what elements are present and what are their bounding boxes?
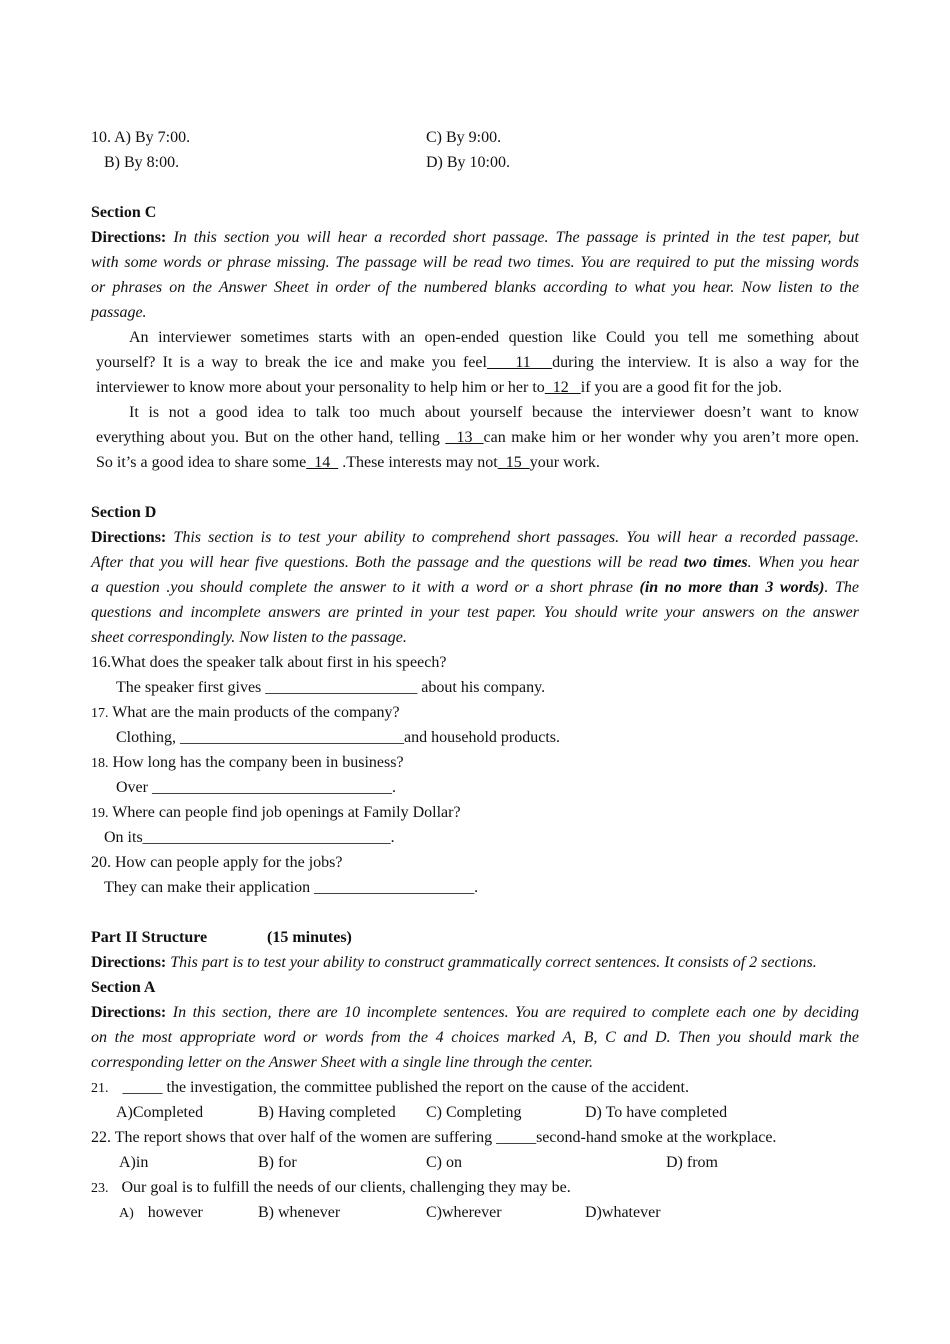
- part2-title: Part II Structure: [91, 929, 208, 946]
- part2-section-a-directions-line2: on the most appropriate word or words from the 4 choices marked A, B, C and D. Then you should mark the: [91, 1029, 859, 1046]
- exam-page: [91, 125, 859, 1225]
- q17-answer[interactable]: Clothing, ____________________________and household products.: [116, 729, 560, 746]
- section-c-directions-line2: with some words or phrase missing. The passage will be read two times. You are required to put the missing words: [91, 254, 859, 271]
- section-d-directions-line2: After that you will hear five questions. Both the passage and the questions will be read two times. When you hear: [91, 554, 860, 571]
- directions-label: Directions:: [91, 229, 167, 246]
- section-c-directions-line3: or phrases on the Answer Sheet in order of the numbered blanks according to what you hear. Now listen to the: [91, 279, 859, 296]
- q21-options: [91, 1100, 859, 1125]
- passage-p2-line1: It is not a good idea to talk too much about yourself because the interviewer doesn’t want to know: [129, 404, 859, 421]
- blank-14[interactable]: 14: [306, 454, 339, 471]
- q10-row2: [91, 150, 859, 175]
- q23-option-b[interactable]: B) whenever: [258, 1204, 341, 1221]
- q21-option-d[interactable]: D) To have completed: [585, 1104, 728, 1121]
- q21-option-b[interactable]: B) Having completed: [258, 1104, 396, 1121]
- q22-option-d[interactable]: D) from: [666, 1154, 718, 1171]
- blank-15[interactable]: 15: [497, 454, 530, 471]
- q10-option-b: B) By 8:00.: [104, 154, 180, 171]
- q22-options: [91, 1150, 859, 1175]
- q10-option-d: D) By 10:00.: [426, 154, 510, 171]
- section-d-title: Section D: [91, 504, 157, 521]
- q18-answer[interactable]: Over ______________________________.: [116, 779, 396, 796]
- part2-section-a-directions-line3: corresponding letter on the Answer Sheet with a single line through the center.: [91, 1054, 594, 1071]
- q16-question: 16.What does the speaker talk about first in his speech?: [91, 654, 447, 671]
- blank-13[interactable]: 13: [445, 429, 484, 446]
- blank-12[interactable]: 12: [544, 379, 581, 396]
- q21-option-a[interactable]: A)Completed: [116, 1104, 204, 1121]
- q23-options: [91, 1200, 859, 1225]
- q17-question: 17. What are the main products of the company?: [91, 704, 400, 721]
- part2-heading: [91, 925, 859, 950]
- q22-option-b[interactable]: B) for: [258, 1154, 297, 1171]
- q19-answer[interactable]: On its_______________________________.: [104, 829, 395, 846]
- q23-question: 23. Our goal is to fulfill the needs of our clients, challenging they may be.: [91, 1179, 571, 1196]
- passage-p2-line2: everything about you. But on the other hand, telling 13 can make him or her wonder why you aren’t more open.: [96, 429, 859, 446]
- q23-option-c[interactable]: C)wherever: [426, 1204, 502, 1221]
- section-c-title: Section C: [91, 204, 157, 221]
- passage-p2-line3: So it’s a good idea to share some 14 .These interests may not 15 your work.: [96, 454, 600, 471]
- passage-p1-line2: yourself? It is a way to break the ice and make you feel 11 during the interview. It is also a way for the: [96, 354, 859, 371]
- q22-option-c[interactable]: C) on: [426, 1154, 462, 1171]
- section-d-directions-line5: sheet correspondingly. Now listen to the passage.: [91, 629, 407, 646]
- q18-question: 18. How long has the company been in business?: [91, 754, 404, 771]
- q10-number: 10.: [91, 129, 111, 146]
- q23-option-d[interactable]: D)whatever: [585, 1204, 661, 1221]
- directions-label: Directions:: [91, 954, 167, 971]
- q22-question: 22. The report shows that over half of the women are suffering _____second-hand smoke at the workplace.: [91, 1129, 777, 1146]
- q21-option-c[interactable]: C) Completing: [426, 1104, 522, 1121]
- directions-label: Directions:: [91, 529, 167, 546]
- q22-option-a[interactable]: A)in: [119, 1154, 149, 1171]
- part2-section-a-directions-line1: Directions: In this section, there are 10 incomplete sentences. You are required to complete each one by deciding: [91, 1004, 859, 1021]
- section-c-directions-line1: Directions: In this section you will hear a recorded short passage. The passage is printed in the test paper, but: [91, 229, 860, 246]
- q10-option-a: A) By 7:00.: [114, 129, 191, 146]
- q23-option-a[interactable]: A) however: [119, 1204, 203, 1221]
- q20-answer[interactable]: They can make their application ____________________.: [104, 879, 479, 896]
- part2-directions: Directions: This part is to test your ability to construct grammatically correct sentences. It consists of 2 sections.: [91, 954, 817, 971]
- section-d-directions-line1: Directions: This section is to test your ability to comprehend short passages. You will hear a recorded passage.: [91, 529, 859, 546]
- blank-11[interactable]: 11: [486, 354, 553, 371]
- part2-time: (15 minutes): [267, 929, 352, 946]
- section-c-directions-line4: passage.: [91, 304, 147, 321]
- q21-question: 21. _____ the investigation, the committee published the report on the cause of the accident.: [91, 1079, 689, 1096]
- section-d-directions-line3: a question .you should complete the answer to it with a word or a short phrase (in no more than 3 words). The: [91, 579, 859, 596]
- part2-section-a-title: Section A: [91, 979, 156, 996]
- q16-answer[interactable]: The speaker first gives ___________________ about his company.: [116, 679, 546, 696]
- passage-p1-line3: interviewer to know more about your personality to help him or her to 12 if you are a good fit for the job.: [96, 379, 783, 396]
- passage-p1-line1: An interviewer sometimes starts with an open-ended question like Could you tell me something about: [129, 329, 859, 346]
- q10-row1: [91, 125, 859, 150]
- section-d-directions-line4: questions and incomplete answers are printed in your test paper. You should write your answers on the answer: [91, 604, 859, 621]
- q20-question: 20. How can people apply for the jobs?: [91, 854, 343, 871]
- q10-option-c: C) By 9:00.: [426, 129, 502, 146]
- directions-label: Directions:: [91, 1004, 167, 1021]
- q19-question: 19. Where can people find job openings at Family Dollar?: [91, 804, 461, 821]
